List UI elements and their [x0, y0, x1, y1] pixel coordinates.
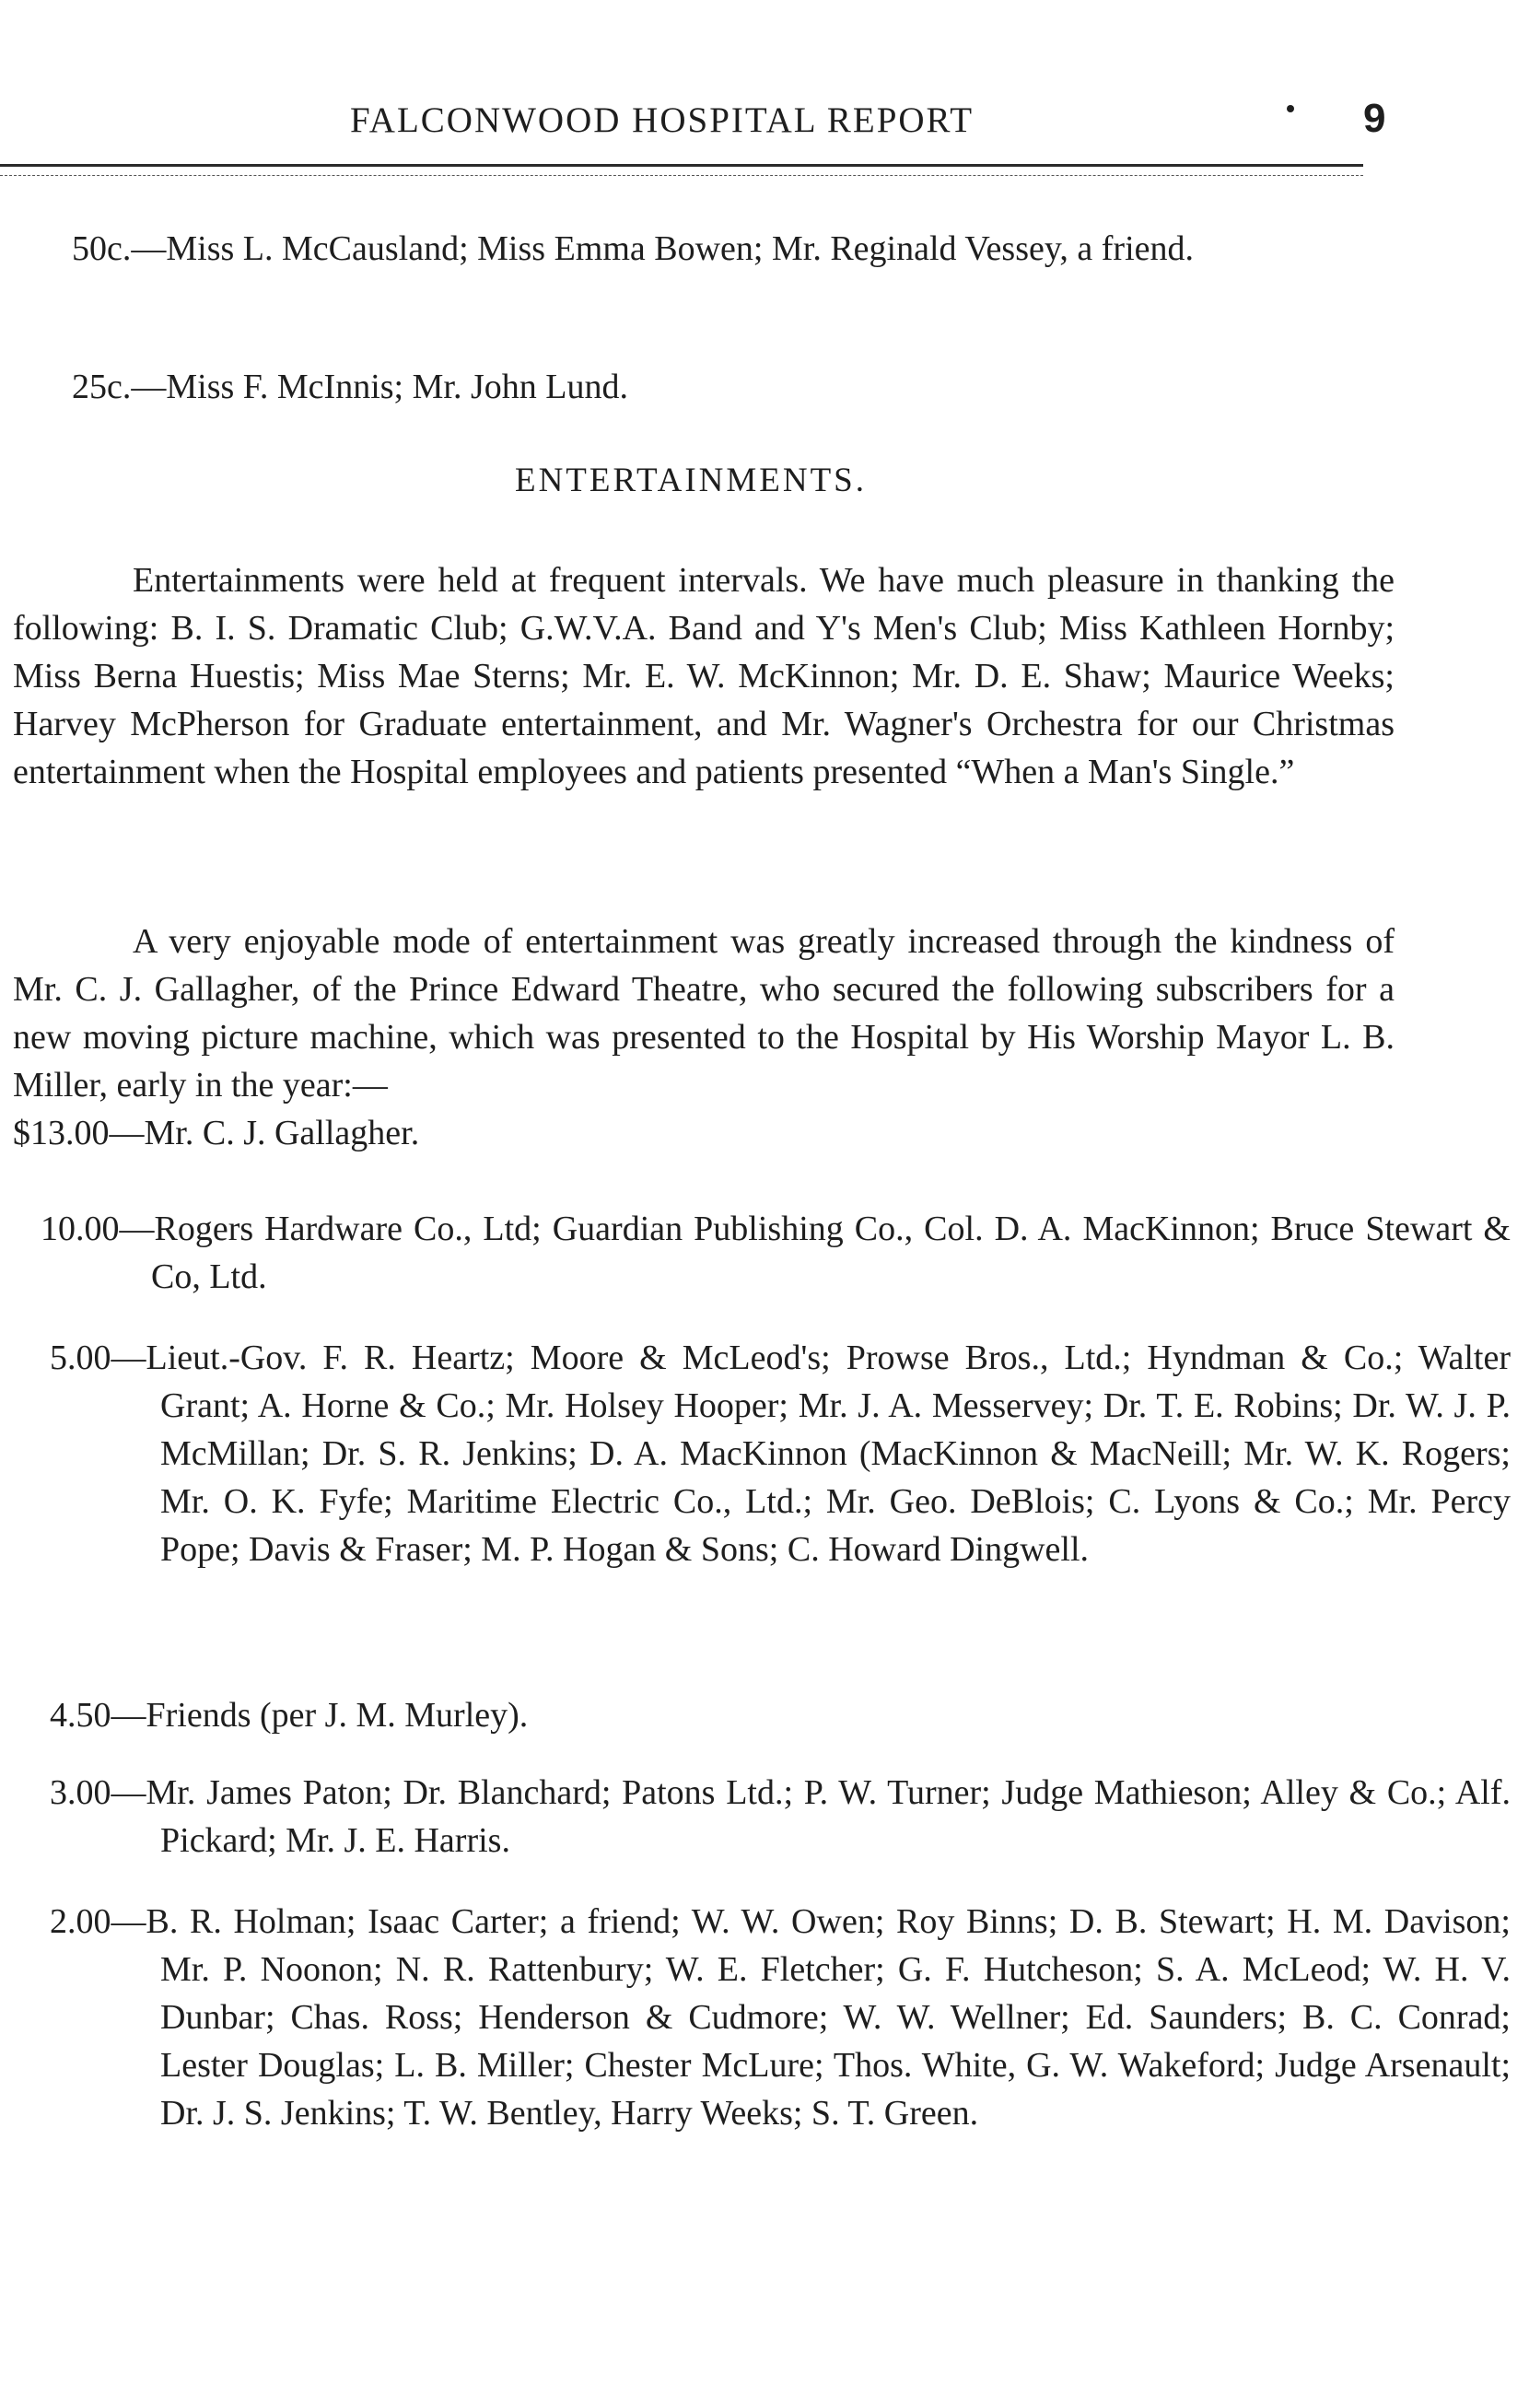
subscriber-names: Rogers Hardware Co., Ltd; Guardian Publishing Co., Col. D. A. MacKinnon; Bruce Stewart & Co, Ltd. — [151, 1210, 1511, 1296]
gallagher-subscription: $13.00—Mr. C. J. Gallagher. — [13, 1114, 420, 1152]
header-rule-secondary — [0, 175, 1363, 176]
subscriber-amount: 5.00 — [50, 1338, 111, 1377]
running-title: FALCONWOOD HOSPITAL REPORT — [350, 100, 975, 140]
donation-amount: 50c. — [72, 229, 132, 268]
subscriber-entry: 4.50—Friends (per J. M. Murley). — [50, 1696, 529, 1735]
donation-names: Miss F. McInnis; Mr. John Lund. — [166, 368, 628, 406]
donation-names: Miss L. McCausland; Miss Emma Bowen; Mr. Reginald Vessey, a friend. — [166, 229, 1194, 268]
subscriber-amount: 4.50 — [50, 1696, 111, 1735]
donation-entry: 50c.—Miss L. McCausland; Miss Emma Bowen; Mr. Reginald Vessey, a friend. — [72, 229, 1194, 268]
subscriber-amount: 10.00 — [41, 1210, 120, 1248]
subscriber-entry: 2.00—B. R. Holman; Isaac Carter; a friend; W. W. Owen; Roy Binns; D. B. Stewart; H. M. Davison; Mr. P. Noonon; N. R. Rattenbury; W. E. Fletcher; G. F. Hutcheson; S. A. McLeod; W. H. V. Dunbar; Chas. Ross; Henderson & Cudmore; W. W. Wellner; Ed. Saunders; B. C. Conrad; Lester Douglas; L. B. Miller; Chester McLure; Thos. White, G. W. Wakeford; Judge Arsenault; Dr. J. S. Jenkins; T. W. Bentley, Harry Weeks; S. T. Green. — [50, 1902, 1511, 2133]
subscriber-entry: 5.00—Lieut.-Gov. F. R. Heartz; Moore & McLeod's; Prowse Bros., Ltd.; Hyndman & Co.; Walter Grant; A. Horne & Co.; Mr. Holsey Hooper; Mr. J. A. Messervey; Dr. T. E. Robins; Dr. W. J. P. McMillan; Dr. S. R. Jenkins; D. A. MacKinnon (MacKinnon & MacNeill; Mr. W. K. Rogers; Mr. O. K. Fyfe; Maritime Electric Co., Ltd.; Mr. Geo. DeBlois; C. Lyons & Co.; Mr. Percy Pope; Davis & Fraser; M. P. Hogan & Sons; C. Howard Dingwell. — [50, 1338, 1511, 1569]
subscriber-amount: 3.00 — [50, 1773, 111, 1812]
section-heading: ENTERTAINMENTS. — [514, 462, 868, 499]
subscriber-names: Lieut.-Gov. F. R. Heartz; Moore & McLeod's; Prowse Bros., Ltd.; Hyndman & Co.; Walter Grant; A. Horne & Co.; Mr. Holsey Hooper; Mr. J. A. Messervey; Dr. T. E. Robins; Dr. W. J. P. McMillan; Dr. S. R. Jenkins; D. A. MacKinnon (MacKinnon & MacNeill; Mr. W. K. Rogers; Mr. O. K. Fyfe; Maritime Electric Co., Ltd.; Mr. Geo. DeBlois; C. Lyons & Co.; Mr. Percy Pope; Davis & Fraser; M. P. Hogan & Sons; C. Howard Dingwell. — [146, 1338, 1511, 1569]
header-dot — [1287, 105, 1294, 112]
donation-entry: 25c.—Miss F. McInnis; Mr. John Lund. — [72, 368, 628, 406]
page-header — [0, 96, 1529, 155]
moving-picture-paragraph: A very enjoyable mode of entertainment was greatly increased through the kindness of Mr. C. J. Gallagher, of the Prince Edward Theatre, who secured the following subscribers for a new moving picture machine, which was presented to the Hospital by His Worship Mayor L. B. Miller, early in the year:— — [13, 922, 1395, 1105]
subscriber-entry: 10.00—Rogers Hardware Co., Ltd; Guardian Publishing Co., Col. D. A. MacKinnon; Bruce Stewart & Co, Ltd. — [41, 1210, 1511, 1296]
subscriber-entry: 3.00—Mr. James Paton; Dr. Blanchard; Patons Ltd.; P. W. Turner; Judge Mathieson; Alley & Co.; Alf. Pickard; Mr. J. E. Harris. — [50, 1773, 1511, 1860]
entertainments-paragraph: Entertainments were held at frequent intervals. We have much pleasure in thanking the following: B. I. S. Dramatic Club; G.W.V.A. Band and Y's Men's Club; Miss Kathleen Hornby; Miss Berna Huestis; Miss Mae Sterns; Mr. E. W. McKinnon; Mr. D. E. Shaw; Maurice Weeks; Harvey McPherson for Graduate entertainment, and Mr. Wagner's Orchestra for our Christmas entertainment when the Hospital employees and patients presented “When a Man's Single.” — [13, 561, 1395, 791]
subscriber-names: Friends (per J. M. Murley). — [146, 1696, 529, 1735]
subscriber-names: B. R. Holman; Isaac Carter; a friend; W. W. Owen; Roy Binns; D. B. Stewart; H. M. Davison; Mr. P. Noonon; N. R. Rattenbury; W. E. Fletcher; G. F. Hutcheson; S. A. McLeod; W. H. V. Dunbar; Chas. Ross; Henderson & Cudmore; W. W. Wellner; Ed. Saunders; B. C. Conrad; Lester Douglas; L. B. Miller; Chester McLure; Thos. White, G. W. Wakeford; Judge Arsenault; Dr. J. S. Jenkins; T. W. Bentley, Harry Weeks; S. T. Green. — [146, 1902, 1511, 2133]
subscriber-names: Mr. James Paton; Dr. Blanchard; Patons Ltd.; P. W. Turner; Judge Mathieson; Alley & Co.; Alf. Pickard; Mr. J. E. Harris. — [146, 1773, 1511, 1860]
page-number: 9 — [1363, 96, 1386, 141]
donation-amount: 25c. — [72, 368, 132, 406]
subscriber-amount: 2.00 — [50, 1902, 111, 1941]
header-rule — [0, 164, 1363, 167]
